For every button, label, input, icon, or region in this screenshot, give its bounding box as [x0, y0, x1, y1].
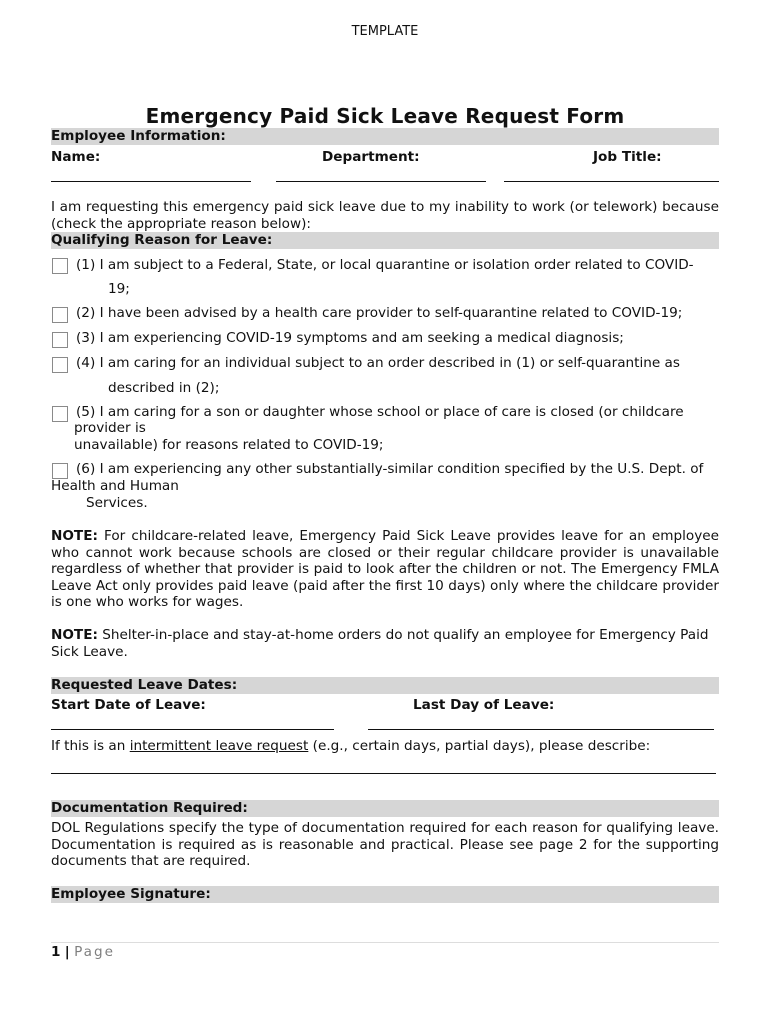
requested-leave-dates-heading: Requested Leave Dates:	[51, 677, 719, 694]
page-footer	[51, 944, 115, 960]
reason-5-text-cont: provider is	[74, 420, 146, 436]
page-number: 1	[51, 944, 61, 960]
page-word: Page	[74, 944, 116, 960]
intermittent-leave-link: intermittent leave request	[129, 738, 309, 754]
employee-info-heading: Employee Information:	[51, 128, 719, 145]
start-date-label: Start Date of Leave:	[51, 697, 206, 713]
request-paragraph: I am requesting this emergency paid sick leave due to my inability to work (or telework) because (check the appropriate reason below):	[51, 199, 719, 232]
intermittent-post: (e.g., certain days, partial days), please describe:	[308, 738, 651, 754]
reason-3-checkbox[interactable]	[52, 332, 68, 348]
documentation-text: DOL Regulations specify the type of documentation required for each reason for qualifying leave. Documentation is required as is reasonable and practical. Please see page 2 for the supporting documents that are required.	[51, 820, 719, 869]
last-day-input-line[interactable]	[368, 729, 714, 730]
department-input-line[interactable]	[276, 181, 486, 182]
note-1-label: NOTE:	[51, 528, 98, 544]
intermittent-text	[51, 738, 650, 754]
shelter-note	[51, 627, 719, 660]
childcare-note	[51, 528, 719, 611]
template-label: TEMPLATE	[351, 24, 419, 39]
reason-6-text: (6) I am experiencing any other substantially-similar condition specified by the U.S. Dept. of	[76, 461, 704, 477]
reason-1-checkbox[interactable]	[52, 258, 68, 274]
job-title-label: Job Title:	[593, 149, 662, 165]
reason-3-text: (3) I am experiencing COVID-19 symptoms and am seeking a medical diagnosis;	[76, 330, 624, 346]
reason-5-text: (5) I am caring for a son or daughter whose school or place of care is closed (or childcare	[76, 404, 684, 420]
note-2-label: NOTE:	[51, 627, 98, 643]
name-label: Name:	[51, 149, 101, 165]
department-label: Department:	[322, 149, 420, 165]
footer-divider	[51, 942, 719, 943]
intermittent-pre: If this is an	[51, 738, 130, 754]
reason-5-checkbox[interactable]	[52, 406, 68, 422]
employee-signature-heading: Employee Signature:	[51, 886, 719, 903]
reason-1-text-cont: 19;	[108, 281, 130, 297]
reason-2-text: (2) I have been advised by a health care provider to self-quarantine related to COVID-19;	[76, 305, 683, 321]
start-date-input-line[interactable]	[51, 729, 334, 730]
job-title-input-line[interactable]	[504, 181, 719, 182]
reason-6-checkbox[interactable]	[52, 463, 68, 479]
reason-4-checkbox[interactable]	[52, 357, 68, 373]
reason-5-text-cont-2: unavailable) for reasons related to COVID-19;	[74, 437, 384, 453]
last-day-label: Last Day of Leave:	[413, 697, 555, 713]
intermittent-describe-line[interactable]	[51, 773, 716, 774]
reason-1-text: (1) I am subject to a Federal, State, or local quarantine or isolation order related to COVID-	[76, 257, 694, 273]
note-2-text: Shelter-in-place and stay-at-home orders do not qualify an employee for Emergency Paid Sick Leave.	[51, 627, 709, 660]
qualifying-reason-heading: Qualifying Reason for Leave:	[51, 232, 719, 249]
reason-6-text-cont: Health and Human	[51, 478, 179, 494]
name-input-line[interactable]	[51, 181, 251, 182]
page-separator: |	[64, 944, 70, 960]
form-title: Emergency Paid Sick Leave Request Form	[145, 104, 625, 128]
reason-6-text-cont-2: Services.	[86, 495, 148, 511]
documentation-required-heading: Documentation Required:	[51, 800, 719, 817]
reason-4-text-cont: described in (2);	[108, 380, 220, 396]
note-1-text: For childcare-related leave, Emergency Paid Sick Leave provides leave for an employee who cannot work because schools are closed or their regular childcare provider is unavailable regardless of whether that provider is paid to look after the children or not. The Emergency FMLA Leave Act only provides paid leave (paid after the first 10 days) only where the childcare provider is one who works for wages.	[51, 528, 719, 610]
reason-4-text: (4) I am caring for an individual subject to an order described in (1) or self-quarantine as	[76, 355, 680, 371]
reason-2-checkbox[interactable]	[52, 307, 68, 323]
